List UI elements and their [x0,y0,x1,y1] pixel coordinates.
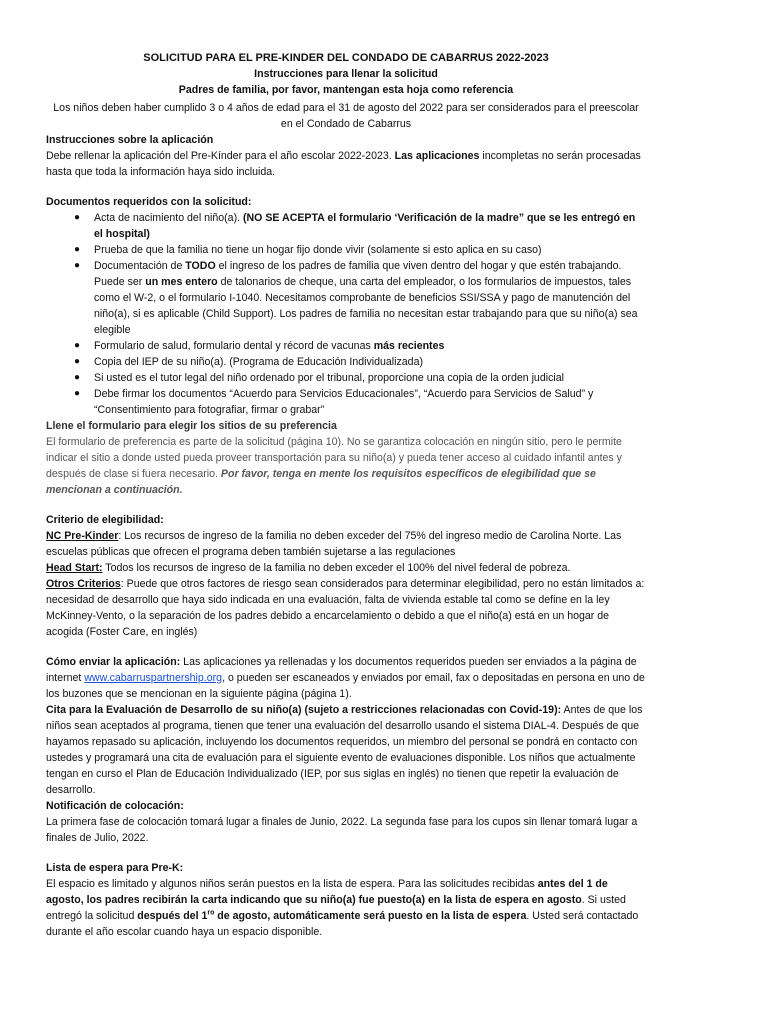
document-title: SOLICITUD PARA EL PRE-KINDER DEL CONDADO DE CABARRUS 2022-2023 [143,52,549,64]
other-criteria-text: : Puede que otros factores de riesgo sean considerados para determinar elegibilidad, pero no están limitados a: necesidad de desarrollo que haya sido indicada en una evaluación, falta de vivienda estable tal como se define en la ley McKinney-Vento, o la separación de los padres debido a encarcelamiento o debido a que el niño(a) está en un hogar de acogida (Foster Care, en inglés) [46,578,645,638]
preference-text [46,434,646,498]
waitlist-text-6: . Usted será contactado durante el año escolar cuando haya un espacio disponible. [46,910,639,938]
list-item-text: Documentación de [94,260,186,272]
waitlist-text-bold-1: antes del 1 de agosto, los padres recibirán la carta indicando que su niño(a) fue puesto(a) en la lista de espera en agosto [46,878,608,906]
waitlist-text-3: . Si usted entregó la solicitud [46,894,626,922]
waitlist-text-bold-2 [137,910,526,922]
waitlist-heading: Lista de espera para Pre-K: [46,862,184,874]
waitlist-text [46,876,646,940]
bullet-icon: ● [74,244,81,255]
document-subtitle: Instrucciones para llenar la solicitud [254,68,438,80]
send-section [46,654,646,702]
document-subtitle-note: Padres de familia, por favor, mantengan esta hoja como referencia [178,84,514,96]
nc-prek-label: NC Pre-Kinder [46,530,119,542]
documents-heading: Documentos requeridos con la solicitud: [46,196,252,208]
application-heading: Instrucciones sobre la aplicación [46,134,214,146]
eligibility-head-start [46,560,646,576]
list-item-text: Acta de nacimiento del niño(a). [94,212,243,224]
list-item-text: Si usted es el tutor legal del niño ordenado por el tribunal, proporcione una copia de la orden judicial [94,372,564,384]
head-start-text: Todos los recursos de ingreso de la familia no deben exceder el 100% del nivel federal de pobreza. [102,562,571,574]
bullet-icon: ● [74,212,81,223]
preference-heading: Llene el formulario para elegir los sitios de su preferencia [46,420,337,432]
waitlist-section [46,860,646,940]
documents-section [46,194,646,418]
eligibility-nc-prek [46,528,646,560]
website-link[interactable]: www.cabarruspartnership.org [84,672,223,684]
evaluation-section [46,702,646,798]
ordinal-superscript: ro [207,909,215,917]
list-item-text: Formulario de salud, formulario dental y récord de vacunas [94,340,374,352]
list-item-text: Debe firmar los documentos “Acuerdo para Servicios Educacionales”, “Acuerdo para Servicios de Salud” y “Consentimiento para fotografiar, firmar o grabar” [94,388,594,416]
waitlist-text-5: de agosto, automáticamente será puesto en la lista de espera [214,910,527,922]
application-section [46,132,646,180]
application-text-bold: Las aplicaciones [394,150,480,162]
notification-section [46,798,646,846]
bullet-icon: ● [74,260,81,271]
bullet-icon: ● [74,340,81,351]
notification-heading: Notificación de colocación: [46,800,184,812]
list-item [46,338,646,354]
waitlist-text-1: El espacio es limitado y algunos niños serán puestos en la lista de espera. Para las solicitudes recibidas [46,878,538,890]
application-text-a: Debe rellenar la aplicación del Pre-Kínder para el año escolar 2022-2023. [46,150,395,162]
list-item-text: Copia del IEP de su niño(a). (Programa de Educación Individualizada) [94,356,423,368]
list-item-bold: TODO [185,260,216,272]
evaluation-heading: Cita para la Evaluación de Desarrollo de su niño(a) (sujeto a restricciones relacionadas con Covid-19): [46,704,562,716]
bullet-icon: ● [74,356,81,367]
list-item-text: de talonarios de cheque, una carta del empleador, o los formularios de impuestos, tales como el W-2, o el formulario I-1040. Necesitamos comprobante de beneficios SSI/SSA y pago de manutención del niño(a), si es aplicable (Child Support). Los padres de familia no necesitan estar trabajando para que su niño(a) sea elegible [94,276,638,336]
list-item [46,258,646,338]
preference-text-emphasis: Por favor, tenga en mente los requisitos específicos de elegibilidad que se mencionan a continuación. [46,468,596,496]
list-item [46,386,646,418]
send-text-b: , o pueden ser escaneados y enviados por email, fax o depositadas en persona en uno de los buzones que se mencionan en la siguiente página (página 1). [46,672,645,700]
notification-text: La primera fase de colocación tomará lugar a finales de Junio, 2022. La segunda fase para los cupos sin llenar tomará lugar a finales de Julio, 2022. [46,816,638,844]
list-item-bold: un mes entero [145,276,218,288]
preference-section [46,418,646,498]
documents-list [46,210,646,418]
eligibility-section [46,512,646,640]
age-requirement-text: Los niños deben haber cumplido 3 o 4 años de edad para el 31 de agosto del 2022 para ser considerados para el preescolar en el Condado de Cabarrus [53,102,639,130]
waitlist-text-4: después del 1 [137,910,208,922]
list-item-bold: (NO SE ACEPTA el formulario ‘Verificación de la madre” que se les entregó en el hospital) [94,212,636,240]
send-text-a: Las aplicaciones ya rellenadas y los documentos requeridos pueden ser enviados a la página de internet [46,656,637,684]
list-item [46,242,646,258]
bullet-icon: ● [74,388,81,399]
application-text [46,148,646,180]
eligibility-other [46,576,646,640]
evaluation-text: Antes de que los niños sean aceptados al programa, tienen que tener una evaluación del desarrollo usando el sistema DIAL-4. Después de que hayamos repasado su aplicación, incluyendo los documentos requeridos, un miembro del personal se pondrá en contacto con ustedes y programará una cita de evaluación para el siguiente evento de evaluaciones disponible. Los niños que actualmente tengan en curso el Plan de Educación Individualizado (IEP, por sus siglas en inglés) no tienen que repetir la evaluación de desarrollo. [46,704,643,796]
list-item [46,210,646,242]
head-start-label: Head Start: [46,562,103,574]
preference-text-body: El formulario de preferencia es parte de la solicitud (página 10). No se garantiza colocación en ningún sitio, pero le permite indicar el sitio a donde usted pueda proveer transportación para su niño(a) y pueda tener acceso al cuidado infantil antes y después de clase si fuera necesario. [46,436,622,480]
document-page [46,50,646,940]
list-item-text: Prueba de que la familia no tiene un hogar fijo donde vivir (solamente si esto aplica en su caso) [94,244,542,256]
list-item-text: el ingreso de los padres de familia que viven dentro del hogar y que estén trabajando. Puede ser [94,260,622,288]
list-item [46,354,646,370]
eligibility-heading: Criterio de elegibilidad: [46,514,164,526]
other-criteria-label: Otros Criterios [46,578,121,590]
list-item-bold: más recientes [373,340,445,352]
list-item [46,370,646,386]
application-text-c: incompletas no serán procesadas hasta que toda la información haya sido incluida. [46,150,641,178]
nc-prek-text: : Los recursos de ingreso de la familia no deben exceder del 75% del ingreso medio de Carolina Norte. Las escuelas públicas que ofrecen el programa deben también sujetarse a las regulaciones [46,530,622,558]
bullet-icon: ● [74,372,81,383]
send-heading: Cómo enviar la aplicación: [46,656,181,668]
